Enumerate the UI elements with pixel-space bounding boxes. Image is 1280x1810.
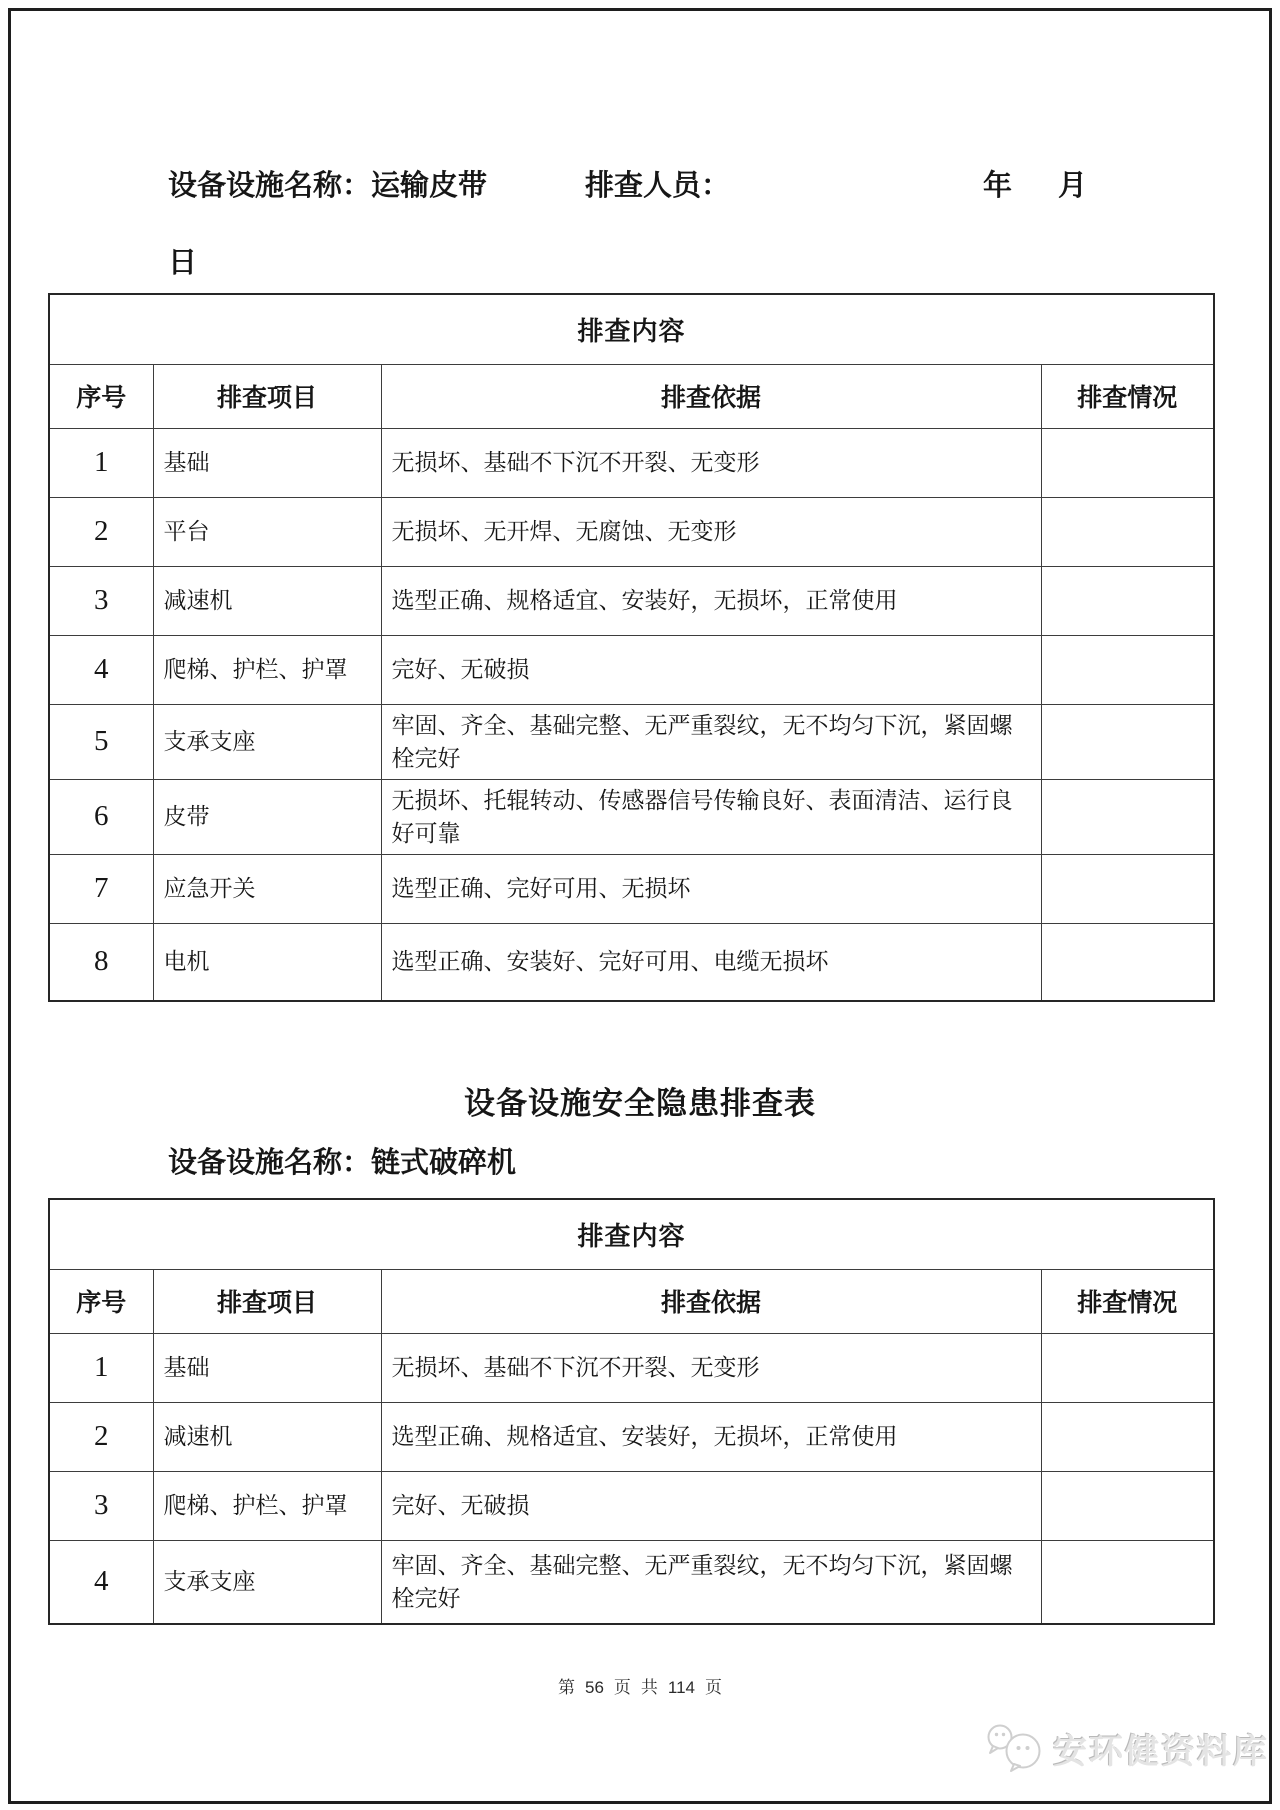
row-item: 减速机	[153, 1402, 381, 1471]
table-row	[49, 1333, 1214, 1402]
table-caption-row	[49, 1199, 1214, 1269]
table-header-row	[49, 364, 1214, 428]
table-row	[49, 779, 1214, 854]
row-item: 爬梯、护栏、护罩	[153, 1471, 381, 1540]
row-basis: 牢固、齐全、基础完整、无严重裂纹，无不均匀下沉，紧固螺栓完好	[381, 1540, 1041, 1624]
row-basis: 选型正确、安装好、完好可用、电缆无损坏	[381, 923, 1041, 1001]
footer-suffix: 页	[705, 1678, 723, 1697]
col-header-item: 排查项目	[153, 364, 381, 428]
row-number: 1	[49, 1333, 153, 1402]
row-basis: 无损坏、托辊转动、传感器信号传输良好、表面清洁、运行良好可靠	[381, 779, 1041, 854]
month-label: 月	[1058, 170, 1088, 202]
inspector-label: 排查人员：	[585, 170, 731, 202]
chat-bubbles-icon	[983, 1722, 1045, 1774]
row-item: 应急开关	[153, 854, 381, 923]
section-device-name-line: 设备设施名称：链式破碎机	[168, 1147, 517, 1179]
inspection-table-crusher	[48, 1198, 1215, 1625]
row-status	[1041, 635, 1214, 704]
col-header-status: 排查情况	[1041, 1269, 1214, 1333]
table-row	[49, 704, 1214, 779]
row-status	[1041, 566, 1214, 635]
watermark-text: 安环健资料库	[1053, 1733, 1269, 1771]
row-item: 基础	[153, 1333, 381, 1402]
col-header-status: 排查情况	[1041, 364, 1214, 428]
inspection-table-belt	[48, 293, 1215, 1002]
row-basis: 完好、无破损	[381, 1471, 1041, 1540]
row-item: 减速机	[153, 566, 381, 635]
row-basis: 无损坏、基础不下沉不开裂、无变形	[381, 428, 1041, 497]
table-row	[49, 497, 1214, 566]
col-header-basis: 排查依据	[381, 1269, 1041, 1333]
row-item: 电机	[153, 923, 381, 1001]
row-status	[1041, 428, 1214, 497]
table-caption-row	[49, 294, 1214, 364]
row-number: 2	[49, 1402, 153, 1471]
row-status	[1041, 497, 1214, 566]
footer-mid1: 页	[613, 1678, 631, 1697]
row-basis: 无损坏、基础不下沉不开裂、无变形	[381, 1333, 1041, 1402]
row-basis: 无损坏、无开焊、无腐蚀、无变形	[381, 497, 1041, 566]
row-status	[1041, 704, 1214, 779]
row-status	[1041, 854, 1214, 923]
row-item: 基础	[153, 428, 381, 497]
table-header-row	[49, 1269, 1214, 1333]
table-row	[49, 1540, 1214, 1624]
device-name-line: 设备设施名称：运输皮带	[168, 170, 488, 202]
footer-prefix: 第	[557, 1678, 575, 1697]
row-status	[1041, 1471, 1214, 1540]
row-status	[1041, 1402, 1214, 1471]
section-title: 设备设施安全隐患排查表	[464, 1086, 816, 1121]
footer-mid2: 共	[640, 1678, 658, 1697]
row-basis: 选型正确、规格适宜、安装好，无损坏，正常使用	[381, 1402, 1041, 1471]
row-basis: 选型正确、完好可用、无损坏	[381, 854, 1041, 923]
row-number: 3	[49, 566, 153, 635]
row-number: 5	[49, 704, 153, 779]
table-row	[49, 428, 1214, 497]
row-status	[1041, 1540, 1214, 1624]
row-status	[1041, 779, 1214, 854]
table-row	[49, 635, 1214, 704]
row-item: 支承支座	[153, 1540, 381, 1624]
row-number: 2	[49, 497, 153, 566]
day-label: 日	[168, 247, 198, 279]
page-number-footer	[0, 1673, 1280, 1698]
table-caption: 排查内容	[49, 1199, 1214, 1269]
row-basis: 牢固、齐全、基础完整、无严重裂纹，无不均匀下沉，紧固螺栓完好	[381, 704, 1041, 779]
table-row	[49, 854, 1214, 923]
row-basis: 完好、无破损	[381, 635, 1041, 704]
row-item: 支承支座	[153, 704, 381, 779]
row-number: 8	[49, 923, 153, 1001]
row-number: 3	[49, 1471, 153, 1540]
current-page-number: 56	[584, 1678, 604, 1697]
table-caption: 排查内容	[49, 294, 1214, 364]
row-status	[1041, 923, 1214, 1001]
row-number: 4	[49, 635, 153, 704]
row-number: 6	[49, 779, 153, 854]
col-header-item: 排查项目	[153, 1269, 381, 1333]
col-header-no: 序号	[49, 364, 153, 428]
table-row	[49, 923, 1214, 1001]
row-item: 皮带	[153, 779, 381, 854]
col-header-basis: 排查依据	[381, 364, 1041, 428]
table-row	[49, 1402, 1214, 1471]
row-number: 1	[49, 428, 153, 497]
row-basis: 选型正确、规格适宜、安装好，无损坏，正常使用	[381, 566, 1041, 635]
row-number: 4	[49, 1540, 153, 1624]
table-row	[49, 1471, 1214, 1540]
row-status	[1041, 1333, 1214, 1402]
row-number: 7	[49, 854, 153, 923]
year-label: 年	[983, 170, 1013, 202]
col-header-no: 序号	[49, 1269, 153, 1333]
row-item: 爬梯、护栏、护罩	[153, 635, 381, 704]
watermark	[983, 1722, 1269, 1774]
row-item: 平台	[153, 497, 381, 566]
total-page-number: 114	[667, 1678, 696, 1697]
table-row	[49, 566, 1214, 635]
